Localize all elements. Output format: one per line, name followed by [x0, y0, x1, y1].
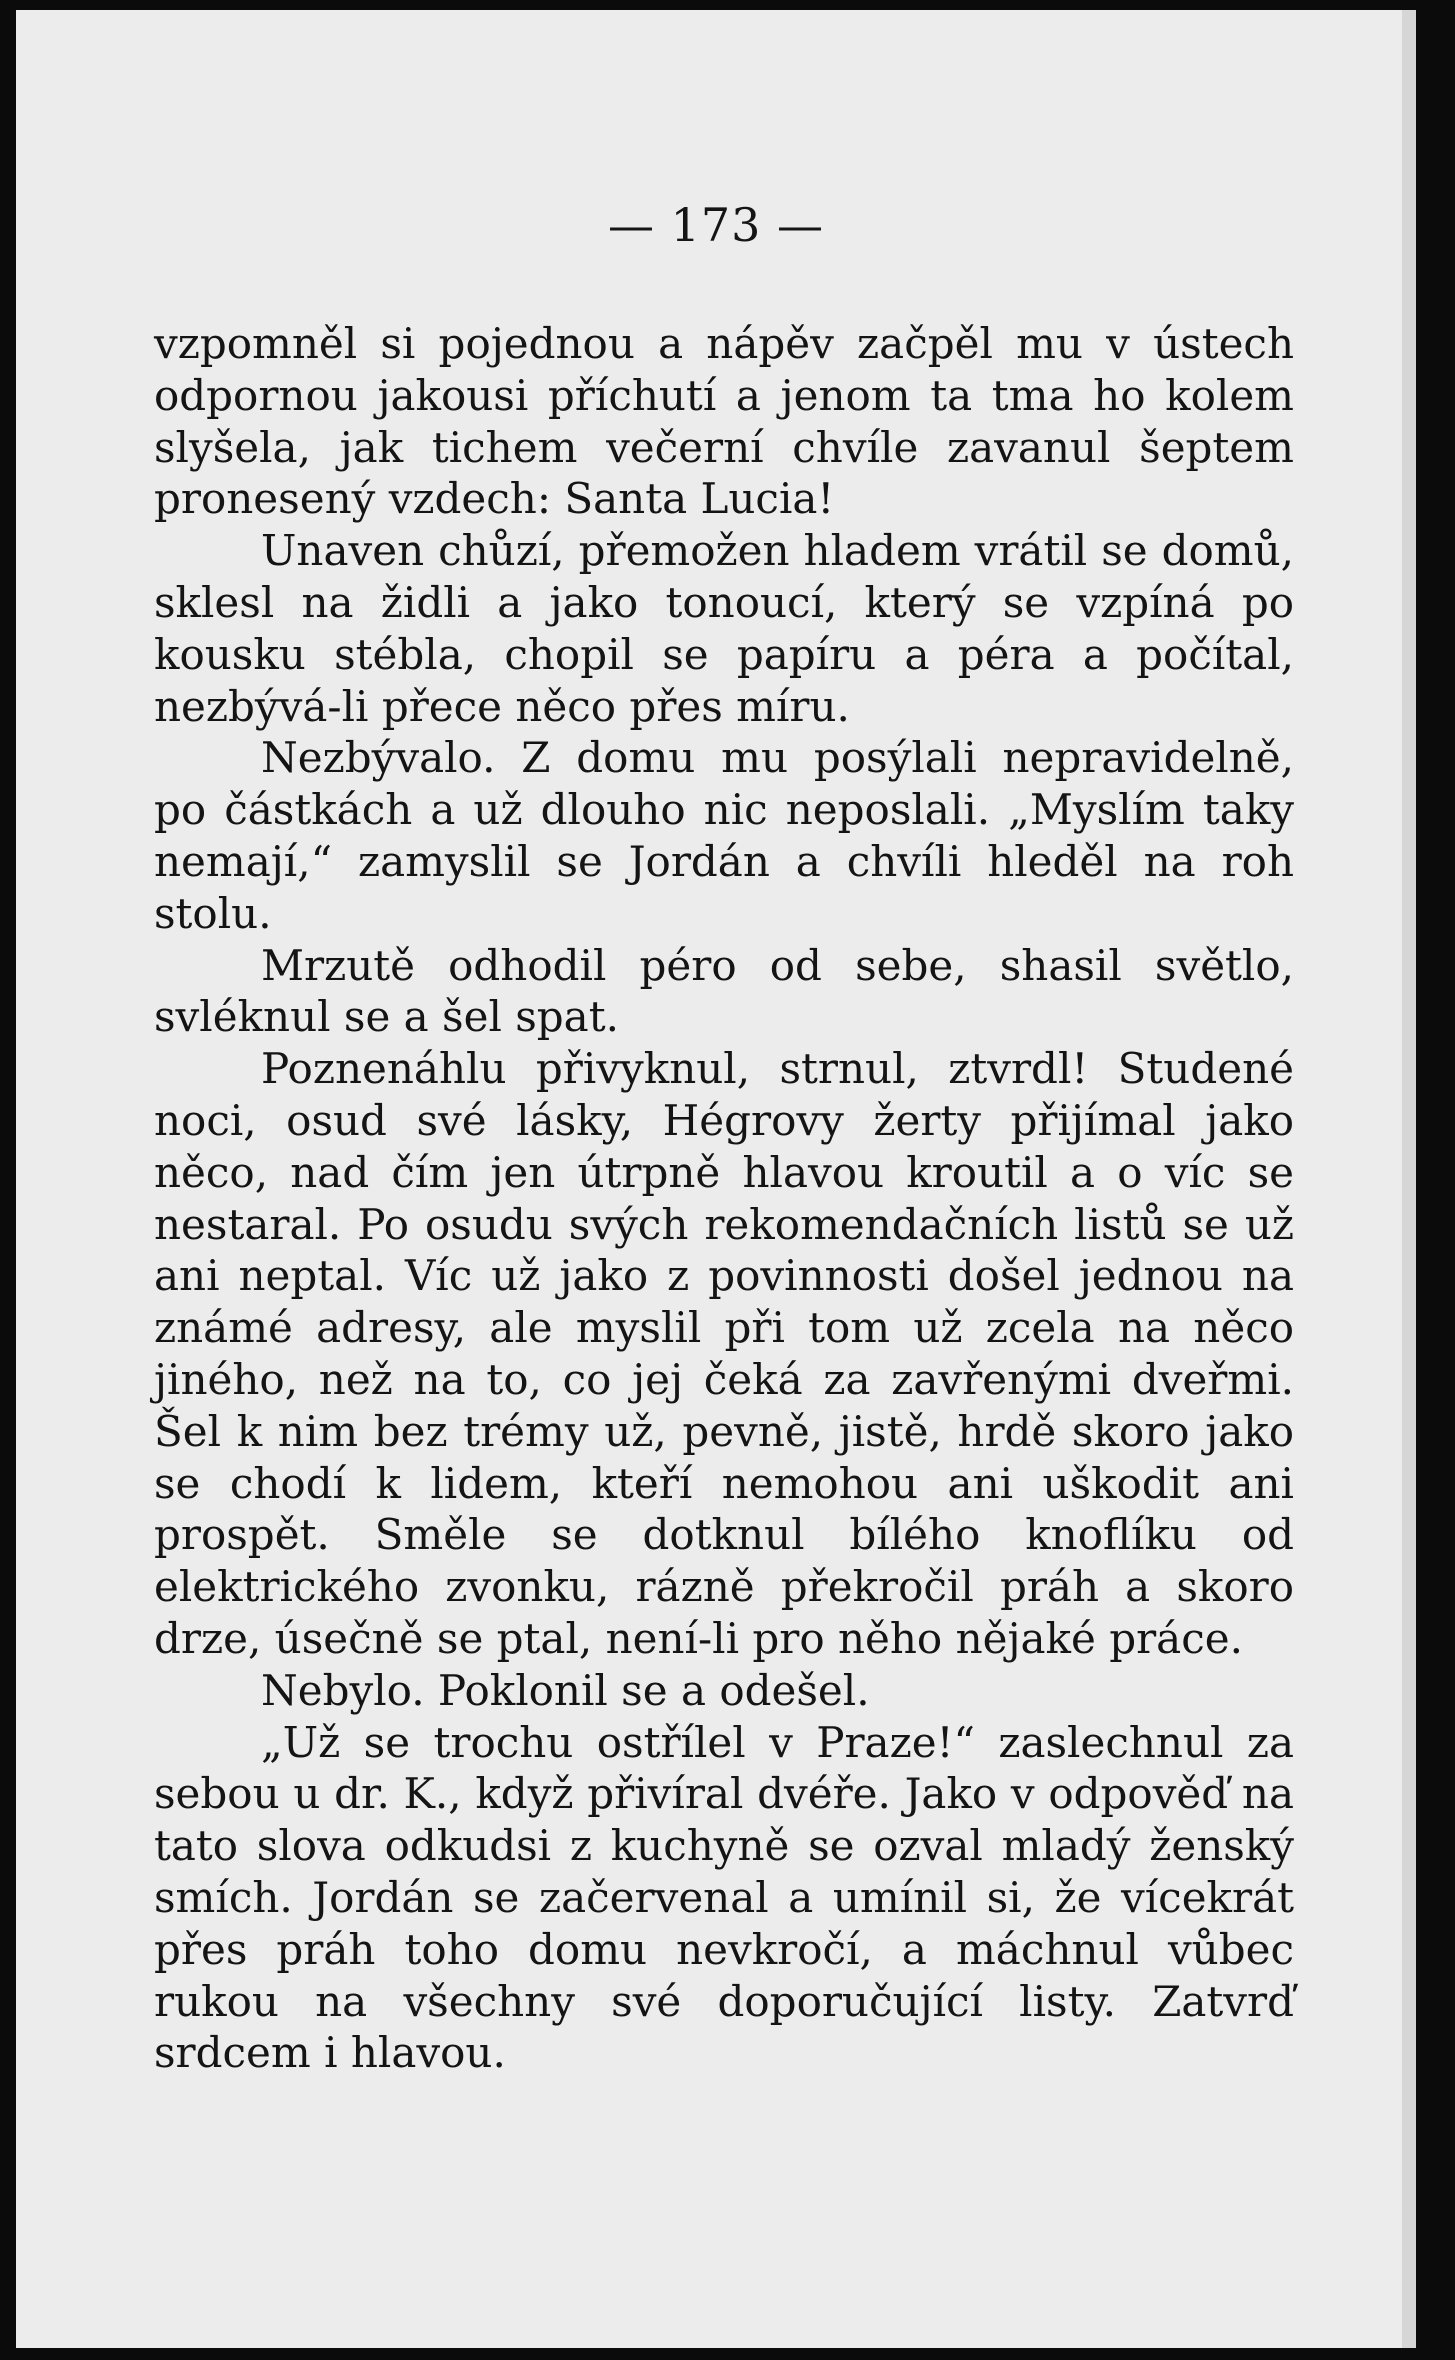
paragraph: Nebylo. Poklonil se a odešel.	[261, 1665, 870, 1715]
page-number: — 173 —	[607, 198, 825, 252]
paragraph: Mrzutě odhodil péro od sebe, shasil světlo, svléknul se a šel spat.	[154, 940, 1294, 1042]
paragraph: „Už se trochu ostřílel v Praze!“ zaslechnul za sebou u dr. K., když přivíral dvéře. Jako v odpověď na tato slova odkudsi z kuchyně se ozval mladý ženský smích. Jordán se začervenal a umínil si, že vícekrát přes práh toho domu nevkročí, a máchnul vůbec rukou na všechny své doporučující listy. Zatvrď srdcem i hlavou.	[154, 1717, 1294, 2078]
paragraph: Nezbývalo. Z domu mu posýlali nepravidelně, po částkách a už dlouho nic neposlali. „Myslím taky nemají,“ zamyslil se Jordán a chvíli hleděl na roh stolu.	[154, 733, 1294, 938]
paragraph: vzpomněl si pojednou a nápěv začpěl mu v ústech odpornou jakousi příchutí a jenom ta tma ho kolem slyšela, jak tichem večerní chvíle zavanul šeptem pronesený vzdech: Santa Lucia!	[154, 319, 1294, 524]
page-edge-shadow	[1402, 10, 1416, 2348]
book-page	[16, 10, 1416, 2348]
paragraph: Poznenáhlu přivyknul, strnul, ztvrdl! Studené noci, osud své lásky, Hégrovy žerty přijímal jako něco, nad čím jen útrpně hlavou kroutil a o víc se nestaral. Po osudu svých rekomendačních listů se už ani neptal. Víc už jako z povinnosti došel jednou na známé adresy, ale myslil při tom už zcela na něco jiného, než na to, co jej čeká za zavřenými dveřmi. Šel k nim bez trémy už, pevně, jistě, hrdě skoro jako se chodí k lidem, kteří nemohou ani uškodit ani prospět. Směle se dotknul bílého knoflíku od elektrického zvonku, rázně překročil práh a skoro drze, úsečně se ptal, není-li pro něho nějaké práce.	[154, 1044, 1294, 1663]
body-text	[154, 318, 1294, 2079]
paragraph: Unaven chůzí, přemožen hladem vrátil se domů, sklesl na židli a jako tonoucí, který se vzpíná po kousku stébla, chopil se papíru a péra a počítal, nezbývá-li přece něco přes míru.	[154, 526, 1294, 731]
